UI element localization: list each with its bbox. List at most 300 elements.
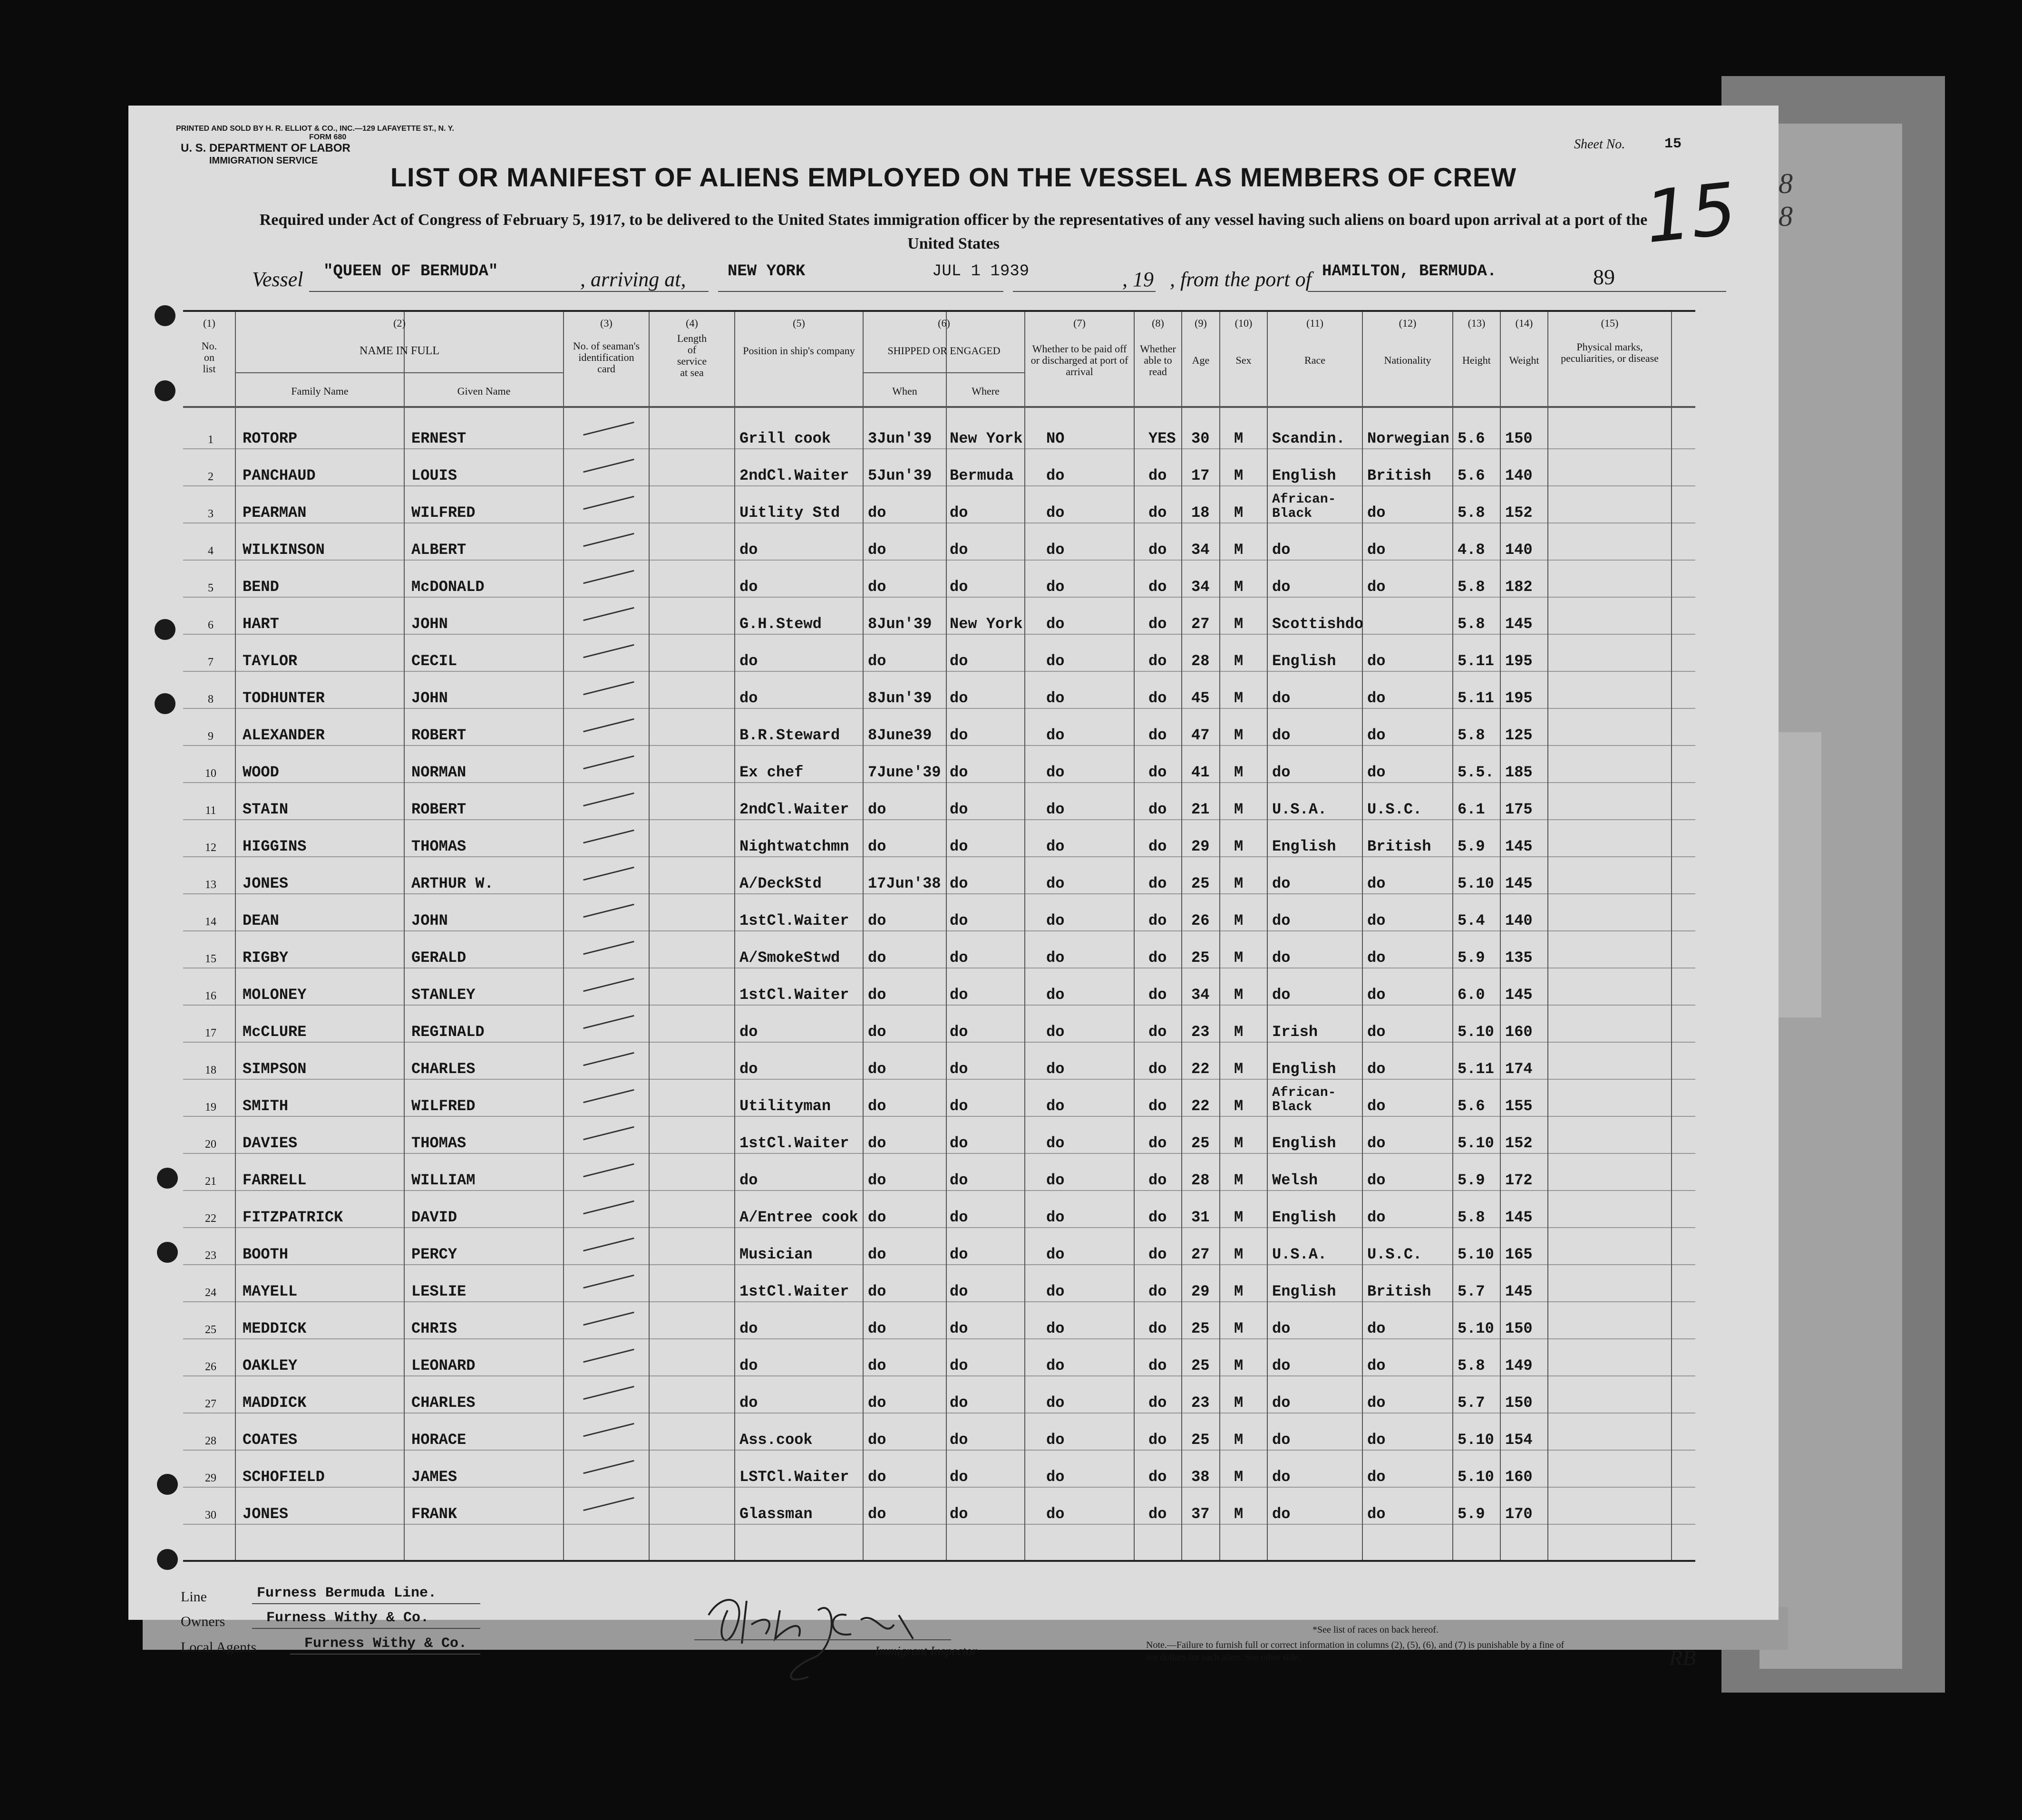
col11-header: Race: [1304, 354, 1325, 366]
cell-weight: 145: [1505, 875, 1533, 892]
cell-no: 19: [205, 1101, 216, 1113]
cell-nationality: do: [1367, 1320, 1386, 1337]
form-number: FORM 680: [309, 133, 347, 141]
cell-age: 38: [1191, 1468, 1210, 1486]
cell-position: do: [739, 578, 758, 596]
cell-given: CHARLES: [411, 1060, 476, 1078]
cell-height: 5.10: [1458, 875, 1494, 892]
cell-sex: M: [1234, 615, 1244, 633]
cell-position: Glassman: [739, 1505, 813, 1523]
punch-hole: [157, 1168, 178, 1189]
cell-weight: 145: [1505, 986, 1533, 1004]
cell-nationality: do: [1367, 1023, 1386, 1041]
cell-read: do: [1148, 504, 1167, 522]
col14-number: (14): [1515, 317, 1533, 329]
cell-family: ALEXANDER: [243, 726, 325, 744]
sheet-number-value: 15: [1664, 136, 1682, 152]
cell-no: 4: [208, 545, 214, 557]
cell-family: FARRELL: [243, 1171, 307, 1189]
cell-height: 5.10: [1458, 1320, 1494, 1337]
cell-position: Musician: [739, 1246, 813, 1263]
cell-age: 30: [1191, 430, 1210, 447]
cell-nationality: do: [1367, 689, 1386, 707]
cell-family: MOLONEY: [243, 986, 307, 1004]
cell-when: do: [868, 912, 886, 929]
cell-family: OAKLEY: [243, 1357, 298, 1375]
cell-no: 12: [205, 842, 216, 854]
cell-height: 5.4: [1458, 912, 1485, 929]
vessel-label: Vessel: [252, 268, 303, 291]
cell-given: REGINALD: [411, 1023, 485, 1041]
cell-paid: do: [1046, 1394, 1065, 1412]
cell-age: 34: [1191, 578, 1210, 596]
cell-family: ROTORP: [243, 430, 298, 447]
cell-sex: M: [1234, 578, 1244, 596]
col15-number: (15): [1601, 317, 1619, 329]
cell-read: do: [1148, 1171, 1167, 1189]
cell-height: 6.1: [1458, 801, 1485, 818]
cell-given: ROBERT: [411, 726, 467, 744]
cell-age: 29: [1191, 838, 1210, 855]
cell-given: LOUIS: [411, 467, 457, 484]
local-agents-label: Local Agents: [181, 1639, 257, 1655]
cell-weight: 145: [1505, 1283, 1533, 1300]
cell-height: 5.10: [1458, 1134, 1494, 1152]
cell-nationality: do: [1367, 1468, 1386, 1486]
cell-position: do: [739, 1023, 758, 1041]
given-name-header: Given Name: [457, 385, 511, 397]
cell-age: 27: [1191, 615, 1210, 633]
col7-header: Whether to be paid off or discharged at port of arrival: [1030, 343, 1128, 378]
cell-race: do: [1272, 541, 1291, 559]
cell-nationality: do: [1367, 912, 1386, 929]
cell-position: Nightwatchmn: [739, 838, 849, 855]
cell-race: do: [1272, 1394, 1291, 1412]
cell-when: 7June'39: [868, 764, 941, 781]
cell-height: 5.6: [1458, 1097, 1485, 1115]
cell-age: 23: [1191, 1394, 1210, 1412]
cell-paid: do: [1046, 689, 1065, 707]
cell-where: do: [950, 1357, 968, 1375]
cell-age: 29: [1191, 1283, 1210, 1300]
cell-nationality: do: [1367, 1505, 1386, 1523]
cell-read: do: [1148, 1246, 1167, 1263]
cell-weight: 195: [1505, 652, 1533, 670]
cell-weight: 152: [1505, 1134, 1533, 1152]
line-value: Furness Bermuda Line.: [257, 1585, 437, 1601]
cell-age: 25: [1191, 1134, 1210, 1152]
cell-family: SCHOFIELD: [243, 1468, 325, 1486]
cell-height: 5.10: [1458, 1468, 1494, 1486]
cell-weight: 150: [1505, 1320, 1533, 1337]
cell-where: do: [950, 912, 968, 929]
cell-read: do: [1148, 1023, 1167, 1041]
col8-header: Whether able to read: [1140, 343, 1176, 378]
cell-race: Scandin.: [1272, 430, 1345, 447]
cell-where: do: [950, 1060, 968, 1078]
cell-paid: do: [1046, 1023, 1065, 1041]
arrival-date: JUL 1 1939: [932, 262, 1030, 281]
cell-sex: M: [1234, 1097, 1244, 1115]
cell-paid: do: [1046, 949, 1065, 967]
cell-where: do: [950, 504, 968, 522]
col4-number: (4): [686, 317, 698, 329]
cell-paid: do: [1046, 1468, 1065, 1486]
cell-nationality: do: [1367, 578, 1386, 596]
cell-position: Ex chef: [739, 764, 804, 781]
cell-race: English: [1272, 1060, 1336, 1078]
cell-where: do: [950, 1468, 968, 1486]
cell-race: do: [1272, 986, 1291, 1004]
cell-age: 25: [1191, 875, 1210, 892]
cell-given: WILFRED: [411, 504, 476, 522]
cell-when: do: [868, 1134, 886, 1152]
cell-no: 13: [205, 879, 216, 891]
cell-family: DEAN: [243, 912, 279, 929]
cell-position: G.H.Stewd: [739, 615, 822, 633]
cell-when: do: [868, 1097, 886, 1115]
col8-number: (8): [1152, 317, 1164, 329]
cell-given: NORMAN: [411, 764, 467, 781]
cell-no: 7: [208, 656, 214, 668]
cell-sex: M: [1234, 801, 1244, 818]
owners-label: Owners: [181, 1614, 225, 1629]
cell-when: 8Jun'39: [868, 689, 932, 707]
cell-read: do: [1148, 801, 1167, 818]
col5-number: (5): [793, 317, 805, 329]
cell-family: TAYLOR: [243, 652, 298, 670]
cell-read: do: [1148, 912, 1167, 929]
cell-position: do: [739, 689, 758, 707]
cell-family: JONES: [243, 875, 289, 892]
cell-age: 23: [1191, 1023, 1210, 1041]
cell-position: 1stCl.Waiter: [739, 986, 849, 1004]
cell-given: PERCY: [411, 1246, 457, 1263]
cell-no: 21: [205, 1175, 216, 1188]
cell-nationality: do: [1367, 764, 1386, 781]
cell-given: ERNEST: [411, 430, 467, 447]
col9-number: (9): [1195, 317, 1207, 329]
cell-height: 5.10: [1458, 1023, 1494, 1041]
col11-number: (11): [1306, 317, 1323, 329]
cell-race: do: [1272, 949, 1291, 967]
cell-nationality: do: [1367, 1097, 1386, 1115]
cell-paid: do: [1046, 1431, 1065, 1449]
cell-no: 24: [205, 1287, 216, 1299]
cell-when: do: [868, 1357, 886, 1375]
cell-paid: do: [1046, 726, 1065, 744]
cell-no: 17: [205, 1027, 216, 1039]
col7-number: (7): [1073, 317, 1086, 329]
cell-given: JOHN: [411, 689, 448, 707]
margin-marks: 8 8: [1779, 168, 1793, 232]
cell-paid: do: [1046, 1171, 1065, 1189]
cell-race: English: [1272, 467, 1336, 484]
cell-race: African- Black: [1272, 492, 1336, 521]
cell-weight: 155: [1505, 1097, 1533, 1115]
cell-given: GERALD: [411, 949, 467, 967]
cell-where: do: [950, 578, 968, 596]
cell-when: do: [868, 504, 886, 522]
col5-header: Position in ship's company: [743, 345, 855, 357]
cell-age: 25: [1191, 1431, 1210, 1449]
cell-where: do: [950, 801, 968, 818]
cell-nationality: Norwegian: [1367, 430, 1449, 447]
cell-race: African- Black: [1272, 1085, 1336, 1114]
owners-value: Furness Withy & Co.: [266, 1610, 429, 1626]
immigrant-inspector-label: Immigrant Inspector: [875, 1644, 977, 1658]
page-title: LIST OR MANIFEST OF ALIENS EMPLOYED ON THE VESSEL AS MEMBERS OF CREW: [390, 162, 1517, 192]
cell-where: do: [950, 1505, 968, 1523]
cell-race: do: [1272, 1320, 1291, 1337]
col10-number: (10): [1235, 317, 1253, 329]
col2-header: NAME IN FULL: [360, 345, 439, 357]
cell-paid: do: [1046, 838, 1065, 855]
cell-paid: do: [1046, 1097, 1065, 1115]
cell-nationality: do: [1367, 986, 1386, 1004]
cell-paid: do: [1046, 578, 1065, 596]
cell-position: do: [739, 1320, 758, 1337]
cell-family: COATES: [243, 1431, 298, 1449]
cell-paid: do: [1046, 504, 1065, 522]
cell-read: do: [1148, 689, 1167, 707]
cell-weight: 175: [1505, 801, 1533, 818]
cell-height: 5.9: [1458, 949, 1485, 967]
cell-race: do: [1272, 912, 1291, 929]
col12-number: (12): [1399, 317, 1417, 329]
cell-race: U.S.A.: [1272, 801, 1327, 818]
cell-when: 3Jun'39: [868, 430, 932, 447]
cell-position: do: [739, 1357, 758, 1375]
cell-sex: M: [1234, 467, 1244, 484]
cell-sex: M: [1234, 1357, 1244, 1375]
col9-header: Age: [1192, 354, 1210, 366]
cell-when: 17Jun'38: [868, 875, 941, 892]
cell-position: Utilityman: [739, 1097, 831, 1115]
cell-given: CECIL: [411, 652, 457, 670]
cell-when: do: [868, 1431, 886, 1449]
col13-number: (13): [1468, 317, 1486, 329]
cell-when: do: [868, 1023, 886, 1041]
cell-paid: NO: [1046, 430, 1065, 447]
background-sheet-tab: [1779, 732, 1821, 1017]
cell-when: do: [868, 949, 886, 967]
cell-height: 5.9: [1458, 1505, 1485, 1523]
cell-read: do: [1148, 875, 1167, 892]
cell-family: MAYELL: [243, 1283, 298, 1300]
cell-race: Scottishdo: [1272, 615, 1364, 633]
cell-race: do: [1272, 1468, 1291, 1486]
punch-hole: [157, 1474, 178, 1495]
cell-given: FRANK: [411, 1505, 457, 1523]
col12-header: Nationality: [1384, 354, 1431, 366]
cell-weight: 174: [1505, 1060, 1533, 1078]
cell-position: 2ndCl.Waiter: [739, 801, 849, 818]
cell-read: do: [1148, 838, 1167, 855]
cell-where: do: [950, 1097, 968, 1115]
cell-when: do: [868, 838, 886, 855]
cell-no: 11: [205, 804, 216, 817]
cell-paid: do: [1046, 541, 1065, 559]
cell-sex: M: [1234, 430, 1244, 447]
cell-weight: 145: [1505, 615, 1533, 633]
cell-paid: do: [1046, 801, 1065, 818]
cell-where: do: [950, 1209, 968, 1226]
cell-height: 5.9: [1458, 1171, 1485, 1189]
cell-no: 18: [205, 1064, 216, 1076]
cell-read: do: [1148, 1060, 1167, 1078]
cell-when: do: [868, 652, 886, 670]
cell-read: do: [1148, 1283, 1167, 1300]
cell-where: do: [950, 1431, 968, 1449]
cell-weight: 172: [1505, 1171, 1533, 1189]
cell-position: 1stCl.Waiter: [739, 1134, 849, 1152]
cell-read: do: [1148, 1134, 1167, 1152]
cell-where: do: [950, 764, 968, 781]
cell-family: BEND: [243, 578, 279, 596]
cell-sex: M: [1234, 1134, 1244, 1152]
cell-family: WILKINSON: [243, 541, 325, 559]
cell-age: 25: [1191, 1357, 1210, 1375]
cell-position: 2ndCl.Waiter: [739, 467, 849, 484]
arriving-port: NEW YORK: [728, 262, 806, 281]
cell-no: 30: [205, 1509, 216, 1521]
cell-given: DAVID: [411, 1209, 457, 1226]
cell-weight: 160: [1505, 1468, 1533, 1486]
cell-height: 5.6: [1458, 430, 1485, 447]
cell-given: WILFRED: [411, 1097, 476, 1115]
cell-when: do: [868, 986, 886, 1004]
cell-family: HIGGINS: [243, 838, 307, 855]
cell-paid: do: [1046, 615, 1065, 633]
cell-nationality: do: [1367, 949, 1386, 967]
cell-race: do: [1272, 875, 1291, 892]
cell-nationality: British: [1367, 838, 1431, 855]
cell-height: 5.11: [1458, 652, 1494, 670]
cell-weight: 152: [1505, 504, 1533, 522]
cell-given: ROBERT: [411, 801, 467, 818]
cell-given: JOHN: [411, 615, 448, 633]
punch-hole: [157, 1549, 178, 1570]
cell-read: do: [1148, 1320, 1167, 1337]
cell-when: do: [868, 541, 886, 559]
cell-weight: 182: [1505, 578, 1533, 596]
cell-family: MEDDICK: [243, 1320, 307, 1337]
cell-height: 5.11: [1458, 689, 1494, 707]
cell-read: do: [1148, 1505, 1167, 1523]
cell-read: do: [1148, 615, 1167, 633]
cell-position: 1stCl.Waiter: [739, 912, 849, 929]
cell-when: 8Jun'39: [868, 615, 932, 633]
cell-paid: do: [1046, 1246, 1065, 1263]
cell-where: do: [950, 949, 968, 967]
cell-weight: 160: [1505, 1023, 1533, 1041]
cell-where: do: [950, 726, 968, 744]
cell-race: English: [1272, 838, 1336, 855]
punch-hole: [155, 305, 175, 326]
cell-where: do: [950, 1283, 968, 1300]
cell-sex: M: [1234, 652, 1244, 670]
requirement-text: Required under Act of Congress of February 5, 1917, to be delivered to the United States immigration officer by the representatives of any vessel having such aliens on board upon arrival at a port of the United States: [259, 211, 1648, 252]
local-agents-value: Furness Withy & Co.: [304, 1636, 467, 1652]
from-port-label: , from the port of: [1170, 268, 1312, 291]
cell-sex: M: [1234, 764, 1244, 781]
cell-race: English: [1272, 1283, 1336, 1300]
cell-race: do: [1272, 1357, 1291, 1375]
cell-weight: 140: [1505, 541, 1533, 559]
cell-age: 28: [1191, 652, 1210, 670]
cell-given: HORACE: [411, 1431, 467, 1449]
cell-no: 1: [208, 434, 214, 446]
cell-family: DAVIES: [243, 1134, 298, 1152]
cell-weight: 150: [1505, 1394, 1533, 1412]
col13-header: Height: [1462, 354, 1491, 366]
cell-family: STAIN: [243, 801, 289, 818]
cell-read: do: [1148, 541, 1167, 559]
cell-family: PANCHAUD: [243, 467, 316, 484]
cell-paid: do: [1046, 912, 1065, 929]
cell-race: Welsh: [1272, 1171, 1318, 1189]
cell-family: MADDICK: [243, 1394, 307, 1412]
cell-position: do: [739, 1171, 758, 1189]
cell-weight: 145: [1505, 838, 1533, 855]
cell-read: do: [1148, 578, 1167, 596]
cell-paid: do: [1046, 1060, 1065, 1078]
service-label: IMMIGRATION SERVICE: [209, 155, 318, 166]
cell-sex: M: [1234, 504, 1244, 522]
cell-sex: M: [1234, 1394, 1244, 1412]
cell-race: Irish: [1272, 1023, 1318, 1041]
cell-no: 26: [205, 1361, 216, 1373]
handwritten-sheet-number: 15: [1641, 167, 1740, 260]
col6-number: (6): [938, 317, 950, 329]
year-label: , 19: [1122, 268, 1154, 291]
cell-read: do: [1148, 1357, 1167, 1375]
cell-family: TODHUNTER: [243, 689, 325, 707]
cell-race: English: [1272, 1209, 1336, 1226]
cell-when: do: [868, 1320, 886, 1337]
cell-position: B.R.Steward: [739, 726, 840, 744]
cell-age: 34: [1191, 986, 1210, 1004]
cell-sex: M: [1234, 1060, 1244, 1078]
cell-family: FITZPATRICK: [243, 1209, 343, 1226]
cell-age: 31: [1191, 1209, 1210, 1226]
crew-count: 89: [1593, 265, 1615, 289]
cell-family: WOOD: [243, 764, 279, 781]
cell-given: JOHN: [411, 912, 448, 929]
cell-age: 37: [1191, 1505, 1210, 1523]
cell-where: do: [950, 652, 968, 670]
cell-sex: M: [1234, 1320, 1244, 1337]
col6-header: SHIPPED OR ENGAGED: [887, 345, 1001, 357]
line-label: Line: [181, 1589, 207, 1605]
cell-nationality: do: [1367, 1357, 1386, 1375]
cell-when: do: [868, 1283, 886, 1300]
cell-paid: do: [1046, 875, 1065, 892]
cell-paid: do: [1046, 764, 1065, 781]
cell-position: LSTCl.Waiter: [739, 1468, 849, 1486]
cell-given: THOMAS: [411, 838, 467, 855]
cell-height: 5.11: [1458, 1060, 1494, 1078]
cell-position: do: [739, 1394, 758, 1412]
cell-height: 5.9: [1458, 838, 1485, 855]
cell-height: 5.8: [1458, 1209, 1485, 1226]
sheet-number-label: Sheet No.: [1574, 137, 1625, 152]
cell-position: 1stCl.Waiter: [739, 1283, 849, 1300]
cell-no: 15: [205, 953, 216, 965]
cell-height: 5.10: [1458, 1246, 1494, 1263]
cell-read: do: [1148, 1468, 1167, 1486]
